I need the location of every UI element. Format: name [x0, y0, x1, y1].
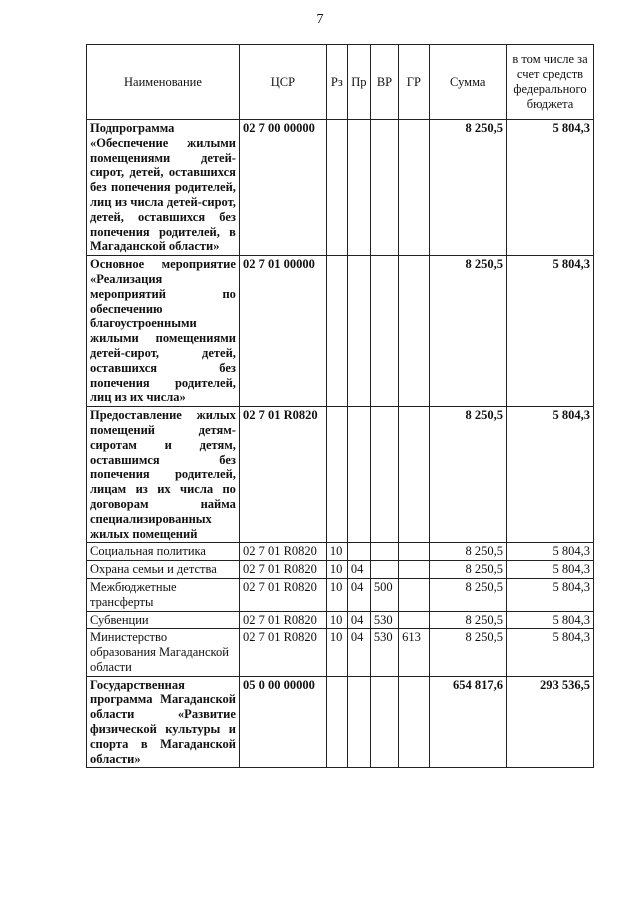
row-rz — [326, 256, 347, 407]
row-vr — [370, 407, 398, 543]
row-gr — [399, 676, 429, 768]
row-name: Государственная программа Магаданской области «Развитие физической культуры и спорта в Магаданской области» — [87, 676, 240, 768]
row-name: Основное мероприятие «Реализация мероприятий по обеспечению благоустроенными жилыми помещениями детей-сирот, детей, оставшихся без попечения родителей, лиц из их числа» — [87, 256, 240, 407]
row-pr: 04 — [347, 629, 370, 676]
row-gr — [399, 543, 429, 561]
row-pr — [347, 120, 370, 256]
row-vr — [370, 676, 398, 768]
row-vr: 530 — [370, 611, 398, 629]
row-rz: 10 — [326, 561, 347, 579]
row-gr — [399, 561, 429, 579]
header-vr: ВР — [370, 45, 398, 120]
row-sum: 8 250,5 — [429, 543, 507, 561]
row-vr — [370, 256, 398, 407]
row-rz: 10 — [326, 543, 347, 561]
row-gr — [399, 256, 429, 407]
row-rz: 10 — [326, 611, 347, 629]
row-pr — [347, 407, 370, 543]
row-name: Предоставление жилых помещений детям-сиротам и детям, оставшимся без попечения родителей, лицам из их числа по договорам найма специализированных жилых помещений — [87, 407, 240, 543]
row-vr — [370, 543, 398, 561]
table-row — [87, 676, 594, 768]
header-sum: Сумма — [429, 45, 507, 120]
table-row — [87, 561, 594, 579]
header-gr: ГР — [399, 45, 429, 120]
row-pr: 04 — [347, 561, 370, 579]
row-name: Социальная политика — [87, 543, 240, 561]
row-vr — [370, 561, 398, 579]
row-vr — [370, 120, 398, 256]
row-sum: 8 250,5 — [429, 611, 507, 629]
row-federal: 5 804,3 — [507, 407, 594, 543]
page-number: 7 — [316, 12, 324, 27]
row-gr — [399, 407, 429, 543]
row-gr — [399, 120, 429, 256]
table-row — [87, 407, 594, 543]
row-csr: 02 7 01 R0820 — [239, 578, 326, 611]
row-federal: 5 804,3 — [507, 543, 594, 561]
row-federal: 5 804,3 — [507, 629, 594, 676]
header-pr: Пр — [347, 45, 370, 120]
row-sum: 8 250,5 — [429, 120, 507, 256]
row-pr — [347, 543, 370, 561]
row-sum: 8 250,5 — [429, 578, 507, 611]
row-gr: 613 — [399, 629, 429, 676]
budget-table — [86, 44, 594, 768]
row-name: Межбюджетные трансферты — [87, 578, 240, 611]
row-name: Охрана семьи и детства — [87, 561, 240, 579]
row-rz — [326, 407, 347, 543]
table-row — [87, 629, 594, 676]
row-name: Подпрограмма «Обеспечение жилыми помещениями детей-сирот, детей, оставшихся без попечения родителей, лиц из числа детей-сирот, детей, оставшихся без попечения родителей, в Магаданской области» — [87, 120, 240, 256]
row-sum: 8 250,5 — [429, 256, 507, 407]
row-name: Министерство образования Магаданской области — [87, 629, 240, 676]
row-csr: 02 7 00 00000 — [239, 120, 326, 256]
row-federal: 5 804,3 — [507, 611, 594, 629]
row-gr — [399, 611, 429, 629]
table-row — [87, 120, 594, 256]
header-csr: ЦСР — [239, 45, 326, 120]
row-sum: 8 250,5 — [429, 629, 507, 676]
row-pr: 04 — [347, 578, 370, 611]
row-name: Субвенции — [87, 611, 240, 629]
table-header-row — [87, 45, 594, 120]
row-rz: 10 — [326, 629, 347, 676]
row-federal: 5 804,3 — [507, 120, 594, 256]
row-csr: 02 7 01 R0820 — [239, 407, 326, 543]
row-rz — [326, 676, 347, 768]
table-row — [87, 543, 594, 561]
table-row — [87, 578, 594, 611]
row-sum: 8 250,5 — [429, 561, 507, 579]
row-pr: 04 — [347, 611, 370, 629]
row-csr: 02 7 01 R0820 — [239, 543, 326, 561]
row-federal: 5 804,3 — [507, 578, 594, 611]
row-gr — [399, 578, 429, 611]
row-federal: 293 536,5 — [507, 676, 594, 768]
row-vr: 530 — [370, 629, 398, 676]
table-row — [87, 611, 594, 629]
row-federal: 5 804,3 — [507, 561, 594, 579]
header-name: Наименование — [87, 45, 240, 120]
row-pr — [347, 676, 370, 768]
row-csr: 02 7 01 R0820 — [239, 561, 326, 579]
header-rz: Рз — [326, 45, 347, 120]
row-pr — [347, 256, 370, 407]
header-federal: в том числе за счет средств федерального бюджета — [507, 45, 594, 120]
row-sum: 654 817,6 — [429, 676, 507, 768]
row-csr: 05 0 00 00000 — [239, 676, 326, 768]
row-csr: 02 7 01 R0820 — [239, 629, 326, 676]
row-csr: 02 7 01 R0820 — [239, 611, 326, 629]
row-federal: 5 804,3 — [507, 256, 594, 407]
row-rz: 10 — [326, 578, 347, 611]
row-csr: 02 7 01 00000 — [239, 256, 326, 407]
table-row — [87, 256, 594, 407]
row-rz — [326, 120, 347, 256]
row-sum: 8 250,5 — [429, 407, 507, 543]
row-vr: 500 — [370, 578, 398, 611]
